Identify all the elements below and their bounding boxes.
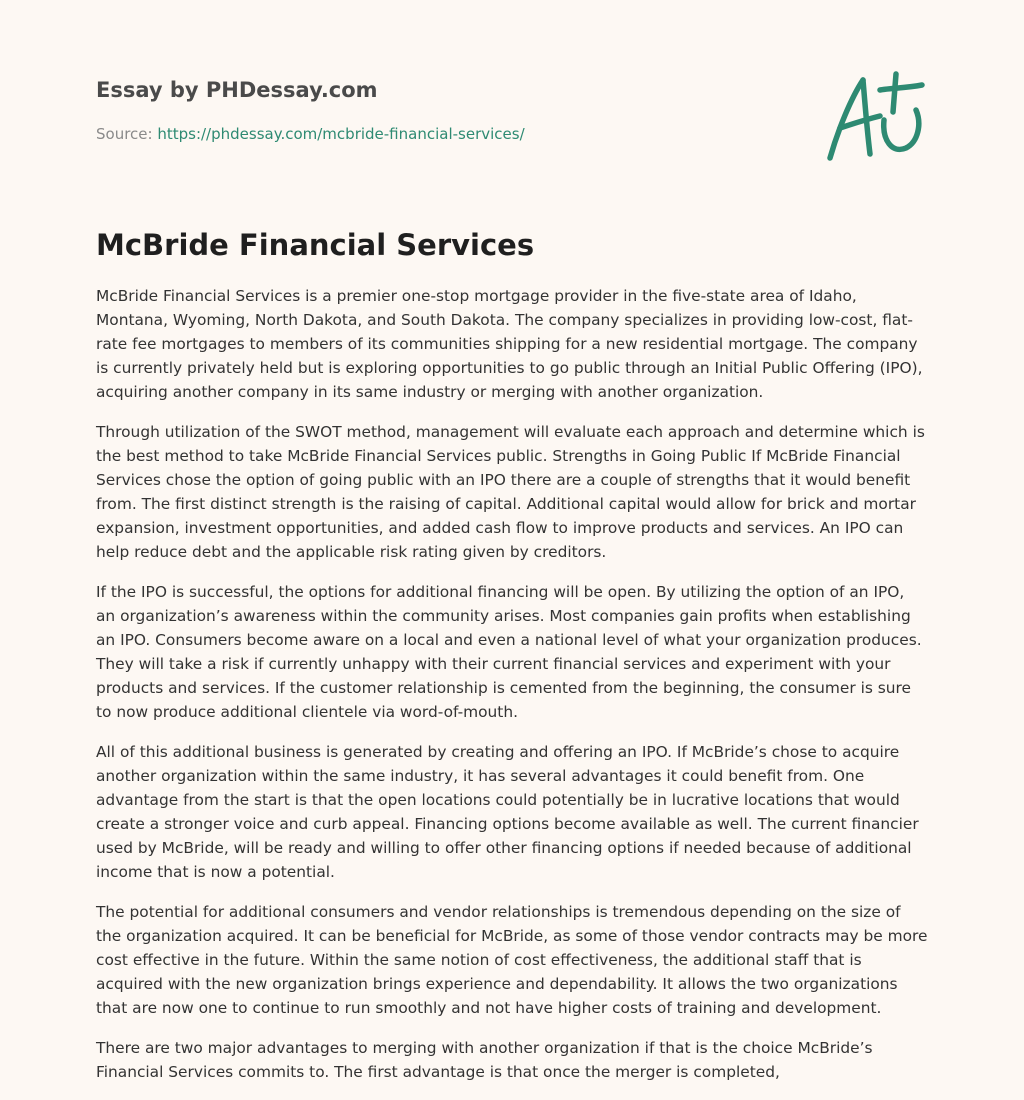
source-link[interactable]: https://phdessay.com/mcbride-financial-services/ <box>157 125 525 143</box>
essay-body <box>96 284 928 1100</box>
essay-paragraph: McBride Financial Services is a premier one-stop mortgage provider in the five-state area of Idaho, Montana, Wyoming, North Dakota, and South Dakota. The company specializes in providing low-cost, flat-rate fee mortgages to members of its communities shipping for a new residential mortgage. The company is currently privately held but is exploring opportunities to go public through an Initial Public Offering (IPO), acquiring another company in its same industry or merging with another organization. <box>96 287 923 401</box>
essay-header <box>96 76 736 144</box>
site-brand: Essay by PHDessay.com <box>96 78 378 102</box>
a-plus-grade-logo-icon <box>818 68 930 164</box>
essay-title: McBride Financial Services <box>96 228 535 262</box>
source-line <box>96 124 736 144</box>
essay-paragraph: The potential for additional consumers and vendor relationships is tremendous depending on the size of the organization acquired. It can be beneficial for McBride, as some of those vendor contracts may be more cost effective in the future. Within the same notion of cost effectiveness, the additional staff that is acquired with the new organization brings experience and dependability. It allows the two organizations that are now one to continue to run smoothly and not have higher costs of training and development. <box>96 903 928 1017</box>
essay-paragraph: There are two major advantages to merging with another organization if that is the choice McBride’s Financial Services commits to. The first advantage is that once the merger is completed, <box>96 1039 873 1081</box>
essay-paragraph: All of this additional business is generated by creating and offering an IPO. If McBride’s chose to acquire another organization within the same industry, it has several advantages it could benefit from. One advantage from the start is that the open locations could potentially be in lucrative locations that would create a stronger voice and curb appeal. Financing options become available as well. The current financier used by McBride, will be ready and willing to offer other financing options if needed because of additional income that is now a potential. <box>96 743 919 881</box>
essay-paragraph: If the IPO is successful, the options for additional financing will be open. By utilizing the option of an IPO, an organization’s awareness within the community arises. Most companies gain profits when establishing an IPO. Consumers become aware on a local and even a national level of what your organization produces. They will take a risk if currently unhappy with their current financial services and experiment with your products and services. If the customer relationship is cemented from the beginning, the consumer is sure to now produce additional clientele via word-of-mouth. <box>96 583 922 721</box>
essay-paragraph: Through utilization of the SWOT method, management will evaluate each approach and determine which is the best method to take McBride Financial Services public. Strengths in Going Public If McBride Financial Services chose the option of going public with an IPO there are a couple of strengths that it would benefit from. The first distinct strength is the raising of capital. Additional capital would allow for brick and mortar expansion, investment opportunities, and added cash flow to improve products and services. An IPO can help reduce debt and the applicable risk rating given by creditors. <box>96 423 925 561</box>
source-label: Source: <box>96 125 158 143</box>
